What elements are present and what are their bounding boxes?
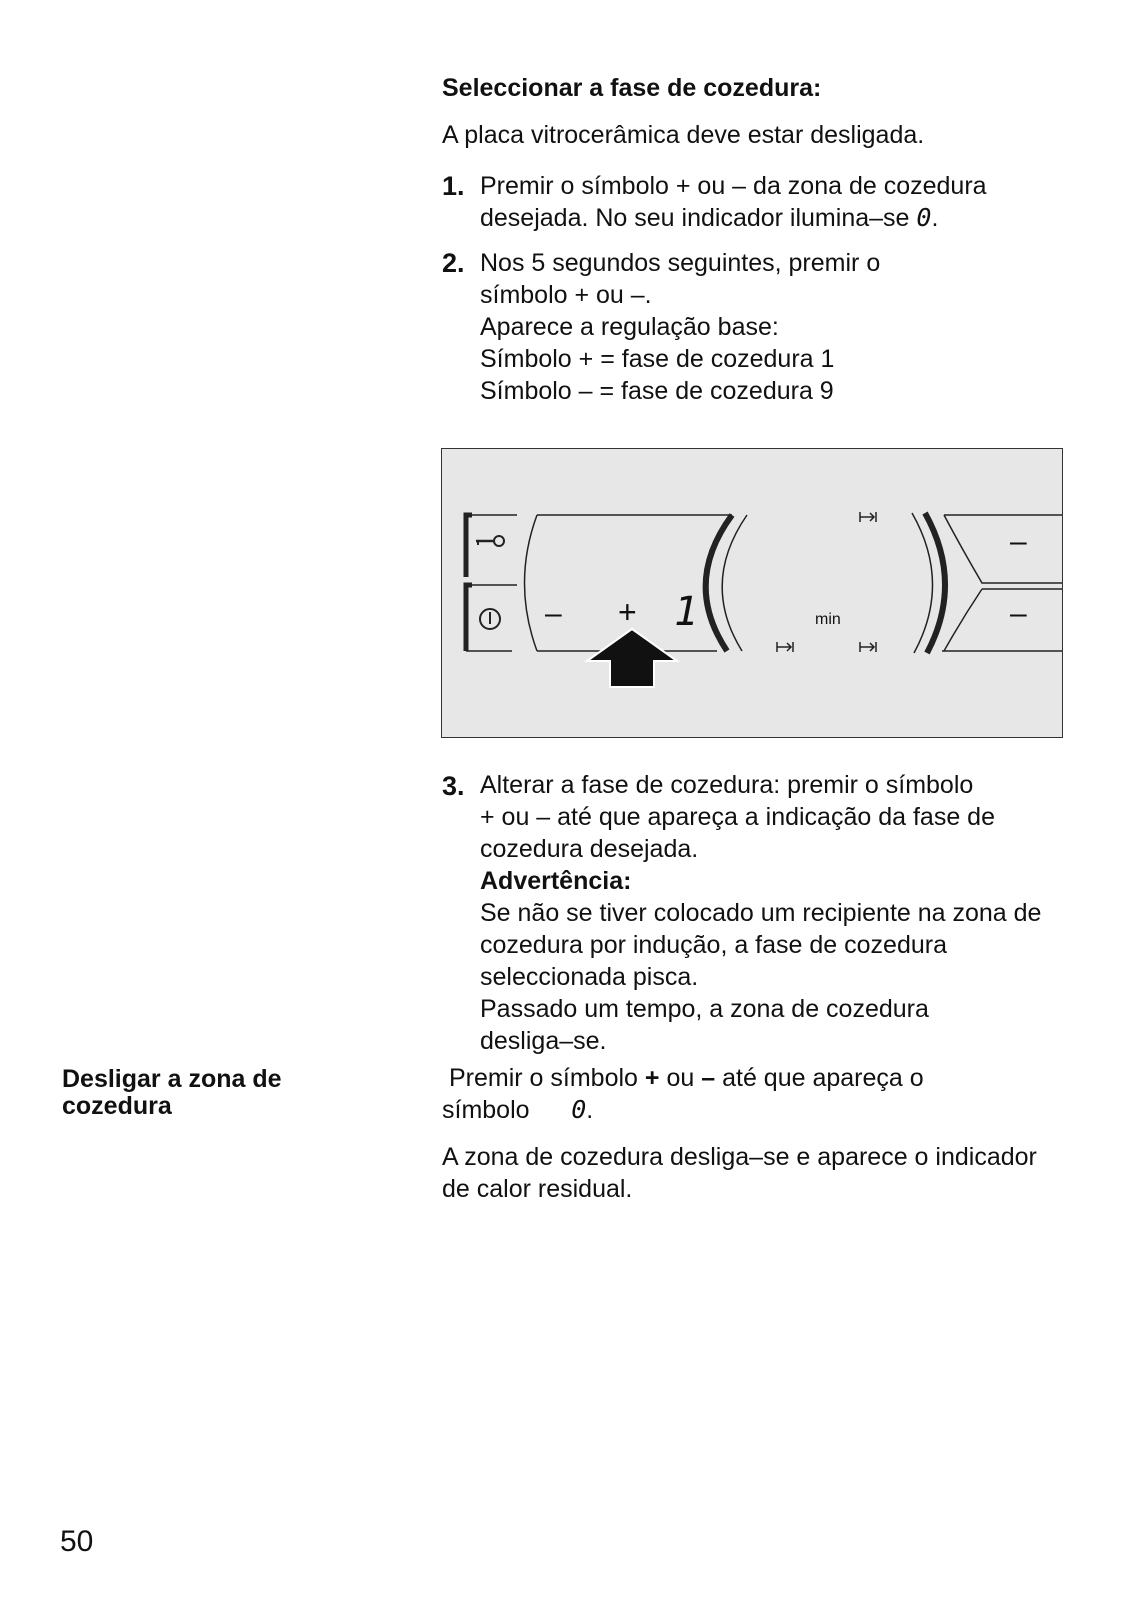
step1-line1: Premir o símbolo + ou – da zona de cozedura xyxy=(480,172,987,200)
step3-line: cozedura desejada. xyxy=(480,835,699,863)
step2-line: Símbolo – = fase de cozedura 9 xyxy=(480,377,834,405)
step3-text xyxy=(480,769,1041,1057)
step1-line2: desejada. No seu indicador ilumina–se 0. xyxy=(480,203,939,232)
zone-bracket-thick xyxy=(706,515,732,651)
timer-icon xyxy=(860,642,876,652)
warning-line: desliga–se. xyxy=(480,1027,607,1055)
timer-icon xyxy=(860,512,876,522)
panel-right-minus-bottom[interactable]: – xyxy=(1010,597,1027,630)
step3-number: 3. xyxy=(442,771,465,801)
section2-result: A zona de cozedura desliga–se e aparece o indicador de calor residual. xyxy=(442,1143,1037,1203)
warning-line: seleccionada pisca. xyxy=(480,963,699,991)
step1-number: 1. xyxy=(442,171,465,201)
step2-line: Aparece a regulação base: xyxy=(480,313,779,341)
step1-text xyxy=(480,170,987,234)
warning-line: Se não se tiver colocado um recipiente na zona de xyxy=(480,899,1042,927)
display-zero-symbol: 0 xyxy=(916,203,932,232)
right-zone-bracket xyxy=(925,513,945,653)
pointer-arrow-icon xyxy=(587,629,677,687)
left-bracket-bottom xyxy=(466,585,472,651)
panel-minus-button[interactable]: – xyxy=(545,597,562,630)
step2-number: 2. xyxy=(442,248,465,278)
section-heading: Seleccionar a fase de cozedura: xyxy=(442,74,822,102)
step3-line: Alterar a fase de cozedura: premir o símbolo xyxy=(480,771,974,799)
step2-line: símbolo + ou –. xyxy=(480,281,652,309)
step3-line: + ou – até que apareça a indicação da fase de xyxy=(480,803,995,831)
timer-icon xyxy=(777,642,793,652)
left-bracket-top xyxy=(466,515,472,577)
warning-line: Passado um tempo, a zona de cozedura xyxy=(480,995,929,1023)
display-zero-symbol: 0 xyxy=(571,1095,587,1124)
intro-text: A placa vitrocerâmica deve estar desligada. xyxy=(442,121,925,149)
page-number: 50 xyxy=(60,1525,94,1558)
power-icon xyxy=(480,609,500,629)
panel-right-minus-top[interactable]: – xyxy=(1010,525,1027,558)
instruction-line2: símbolo 0. xyxy=(442,1095,594,1124)
key-lock-icon xyxy=(476,536,504,546)
step2-text xyxy=(480,247,880,407)
step2-line: Símbolo + = fase de cozedura 1 xyxy=(480,345,835,373)
control-panel-drawing xyxy=(442,449,1062,737)
warning-title: Advertência: xyxy=(480,867,632,895)
sidebar-title: Desligar a zona de cozedura xyxy=(62,1065,282,1120)
step2-line: Nos 5 segundos seguintes, premir o xyxy=(480,249,881,277)
panel-level-display: 1 xyxy=(674,589,699,635)
section2-instruction xyxy=(442,1062,924,1126)
warning-line: cozedura por indução, a fase de cozedura xyxy=(480,931,947,959)
panel-min-label: min xyxy=(815,611,841,628)
control-panel-illustration xyxy=(441,448,1063,738)
instruction-line1: Premir o símbolo + ou – até que apareça o xyxy=(449,1064,924,1092)
panel-plus-button[interactable]: + xyxy=(618,594,637,630)
